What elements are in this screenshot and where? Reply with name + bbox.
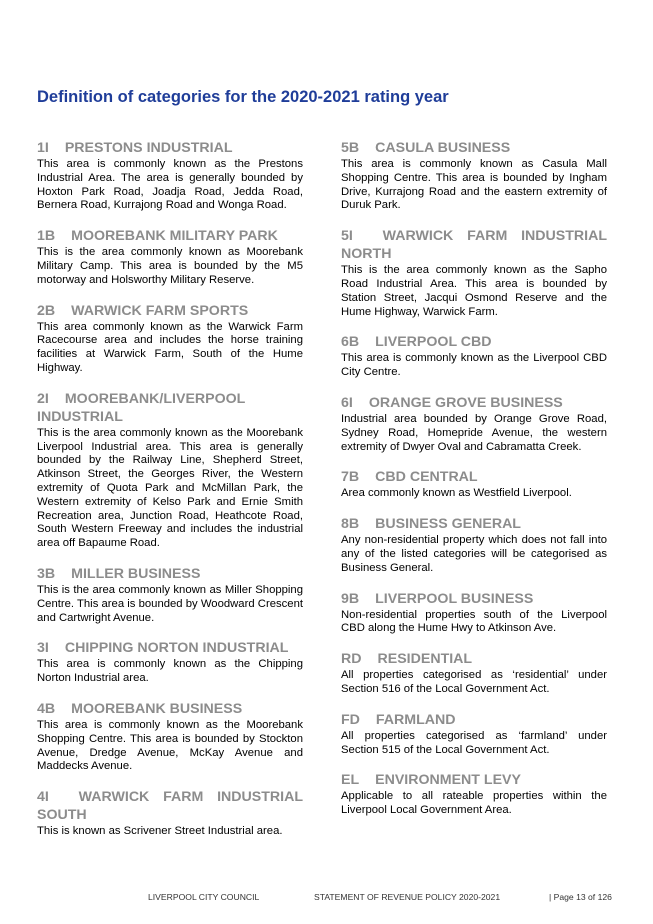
category-description: This area is commonly known as the Liverpool CBD City Centre.	[341, 352, 607, 379]
category-code: EL	[341, 772, 360, 789]
category-heading	[341, 139, 607, 157]
category-6i	[341, 394, 607, 454]
category-name: CBD CENTRAL	[375, 469, 478, 486]
category-name: MOOREBANK BUSINESS	[71, 700, 243, 717]
category-name: BUSINESS GENERAL	[375, 516, 521, 533]
category-description: This is known as Scrivener Street Industrial area.	[37, 825, 283, 838]
category-code: 2B	[37, 302, 56, 319]
category-heading	[37, 639, 303, 657]
category-heading	[341, 590, 607, 608]
category-name: LIVERPOOL BUSINESS	[375, 590, 534, 607]
category-description: Non-residential properties south of the Liverpool CBD along the Hume Hwy to Atkinson Ave.	[341, 608, 607, 635]
category-2b	[37, 302, 303, 376]
category-description: Area commonly known as Westfield Liverpool.	[341, 487, 572, 500]
category-description: This area is commonly known as the Chipping Norton Industrial area.	[37, 658, 303, 685]
category-name: FARMLAND	[375, 711, 456, 728]
category-name: ENVIRONMENT LEVY	[375, 772, 521, 789]
category-code: 2I	[37, 390, 49, 407]
category-heading	[341, 394, 607, 412]
category-heading	[37, 565, 303, 583]
category-code: 7B	[341, 469, 360, 486]
category-code: 8B	[341, 516, 360, 533]
category-heading	[37, 700, 303, 718]
category-heading	[37, 390, 303, 426]
category-description: This area is commonly known as the Moorebank Shopping Centre. This area is bounded by Stockton Avenue, Dredge Avenue, McKay Avenue and Maddecks Avenue.	[37, 718, 303, 773]
category-heading	[341, 711, 607, 729]
category-code: 1B	[37, 228, 56, 245]
footer-council: LIVERPOOL CITY COUNCIL	[148, 892, 260, 902]
category-code: 1I	[37, 140, 49, 156]
category-name: WARWICK FARM INDUSTRIAL NORTH	[341, 228, 607, 263]
category-description: This area is commonly known as the Prestons Industrial Area. The area is generally bounded by Hoxton Park Road, Joadja Road, Jedda Road, Bernera Road, Kurrajong Road and Wonga Road.	[37, 158, 303, 212]
category-rd	[341, 650, 607, 697]
category-description: Industrial area bounded by Orange Grove Road, Sydney Road, Homepride Avenue, the western extremity of Dwyer Oval and Cabramatta Creek.	[341, 412, 607, 453]
category-description: All properties categorised as ‘residential’ under Section 516 of the Local Government Act.	[341, 669, 607, 695]
category-description: All properties categorised as ‘farmland’ under Section 515 of the Local Government Act.	[341, 729, 607, 756]
category-name: WARWICK FARM SPORTS	[71, 302, 249, 319]
category-code: RD	[341, 651, 362, 668]
category-7b	[341, 468, 607, 501]
category-3b	[37, 565, 303, 625]
category-name: WARWICK FARM INDUSTRIAL SOUTH	[37, 789, 303, 824]
category-8b	[341, 515, 607, 575]
category-description: Applicable to all rateable properties within the Liverpool Local Government Area.	[341, 790, 607, 817]
category-5i	[341, 227, 607, 319]
category-4b	[37, 700, 303, 774]
page-footer	[0, 892, 653, 904]
category-description: This is the area commonly known as Moorebank Military Camp. This area is bounded by the M5 motorway and Holsworthy Military Reserve.	[37, 246, 303, 286]
category-name: CHIPPING NORTON INDUSTRIAL	[64, 640, 289, 657]
category-3i	[37, 639, 303, 686]
category-heading	[341, 771, 607, 789]
category-code: 5B	[341, 140, 360, 156]
category-heading	[37, 139, 303, 157]
category-name: PRESTONS INDUSTRIAL	[64, 140, 233, 156]
category-heading	[341, 227, 607, 263]
category-9b	[341, 590, 607, 637]
footer-document-title: STATEMENT OF REVENUE POLICY 2020-2021	[314, 892, 501, 902]
page-title: Definition of categories for the 2020-2021 rating year	[37, 88, 449, 106]
category-code: 9B	[341, 590, 360, 607]
category-code: 6I	[341, 394, 353, 411]
category-heading	[37, 788, 303, 824]
category-name: RESIDENTIAL	[377, 651, 473, 668]
category-heading	[37, 302, 303, 320]
category-5b	[341, 139, 607, 213]
category-heading	[341, 468, 607, 486]
category-code: 6B	[341, 334, 360, 351]
left-column	[37, 139, 303, 853]
category-code: 3I	[37, 640, 49, 657]
footer-page-number: | Page 13 of 126	[549, 892, 612, 902]
category-name: MOOREBANK/LIVERPOOL INDUSTRIAL	[37, 390, 246, 425]
category-6b	[341, 333, 607, 380]
category-description: This area commonly known as the Warwick Farm Racecourse area and includes the horse training facilities at Warwick Farm, South of the Hume Highway.	[37, 320, 303, 374]
category-fd	[341, 711, 607, 758]
category-description: This is the area commonly known as Miller Shopping Centre. This area is bounded by Woodward Crescent and Cartwright Avenue.	[37, 583, 303, 624]
category-heading	[341, 650, 607, 668]
category-code: FD	[341, 711, 360, 728]
category-description: Any non-residential property which does not fall into any of the listed categories will be categorised as Business General.	[341, 534, 607, 574]
category-heading	[37, 227, 303, 245]
category-name: LIVERPOOL CBD	[375, 334, 492, 351]
category-1b	[37, 227, 303, 287]
category-name: MILLER BUSINESS	[71, 565, 201, 582]
category-name: MOOREBANK MILITARY PARK	[71, 228, 278, 245]
category-2i	[37, 390, 303, 551]
category-1i	[37, 139, 303, 213]
category-code: 4I	[37, 789, 49, 806]
category-description: This area is commonly known as Casula Mall Shopping Centre. This area is bounded by Ingham Drive, Kurrajong Road and the eastern extremity of Duruk Park.	[341, 158, 607, 212]
category-name: CASULA BUSINESS	[375, 140, 511, 156]
category-description: This is the area commonly known as the Sapho Road Industrial Area. This area is bounded by Station Street, Jacqui Osmond Reserve and the Hume Highway, Warwick Farm.	[341, 264, 607, 318]
category-4i	[37, 788, 303, 839]
category-code: 5I	[341, 228, 353, 245]
category-heading	[341, 515, 607, 533]
category-el	[341, 771, 607, 818]
category-description: This is the area commonly known as the Moorebank Liverpool Industrial area. This area is generally bounded by the Railway Line, Shepherd Street, Atkinson Street, the Georges River, the Western extremity of Quota Park and McMillan Park, the Western extremity of Kelso Park and Ernie Smith Recreation area, Junction Road, Heathcote Road, South Western Freeway and includes the industrial area off Bapaume Road.	[37, 426, 303, 550]
category-heading	[341, 333, 607, 351]
category-code: 4B	[37, 700, 56, 717]
right-column	[341, 139, 607, 832]
category-code: 3B	[37, 565, 56, 582]
category-name: ORANGE GROVE BUSINESS	[368, 394, 563, 411]
